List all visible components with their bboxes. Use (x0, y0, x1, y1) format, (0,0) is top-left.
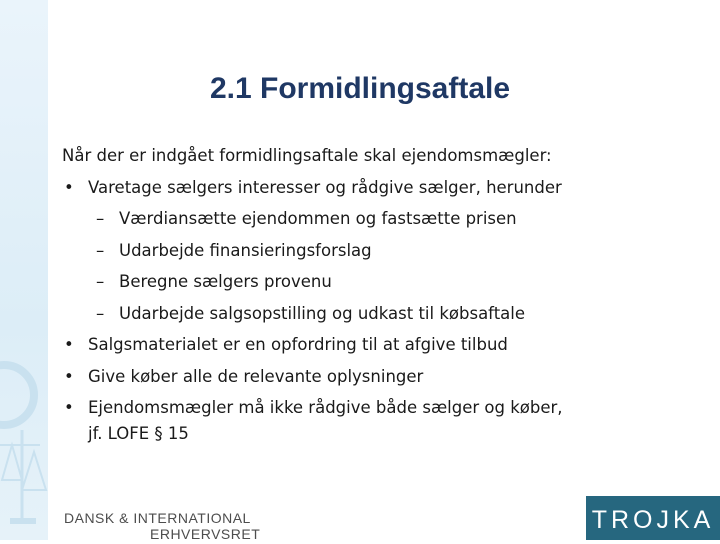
intro-text: Når der er indgået formidlingsaftale skal ejendomsmægler: (62, 146, 552, 165)
org-name-line1: DANSK & INTERNATIONAL (64, 510, 251, 526)
bullet-text: Give køber alle de relevante oplysninger (88, 366, 424, 386)
bullet-icon: • (64, 398, 74, 417)
sub-bullet-item (62, 298, 662, 330)
dash-icon: – (96, 272, 105, 291)
slide-title: 2.1 Formidlingsaftale (209, 72, 511, 105)
bullet-text: Salgsmaterialet er en opfordring til at afgive tilbud (88, 335, 508, 354)
sub-bullet-item (62, 266, 662, 298)
footer-organization (64, 510, 260, 542)
bullet-icon: • (64, 177, 74, 197)
bullet-item (62, 172, 662, 204)
bullet-item (62, 361, 662, 393)
slide-body (62, 140, 662, 449)
bullet-item (62, 329, 662, 361)
dash-icon: – (96, 303, 105, 323)
sub-bullet-text: Udarbejde salgsopstilling og udkast til købsaftale (119, 303, 526, 323)
dash-icon: – (96, 240, 105, 260)
bullet-icon: • (64, 366, 74, 386)
sub-bullet-item (62, 235, 662, 267)
org-name-line2: ERHVERVSRET (150, 526, 261, 542)
sub-bullet-text: Udarbejde finansieringsforslag (119, 240, 372, 260)
sub-bullet-text: Værdiansætte ejendommen og fastsætte prisen (119, 209, 517, 228)
trojka-logo: TROJKA (586, 496, 720, 540)
bullet-text: Ejendomsmægler må ikke rådgive både sælger og køber, (88, 398, 563, 417)
sub-bullet-item (62, 203, 662, 235)
bullet-icon: • (64, 335, 74, 354)
sub-bullet-text: Beregne sælgers provenu (119, 272, 332, 291)
bullet-continuation: jf. LOFE § 15 (88, 423, 189, 443)
dash-icon: – (96, 209, 105, 228)
bullet-text: Varetage sælgers interesser og rådgive sælger, herunder (88, 177, 562, 197)
